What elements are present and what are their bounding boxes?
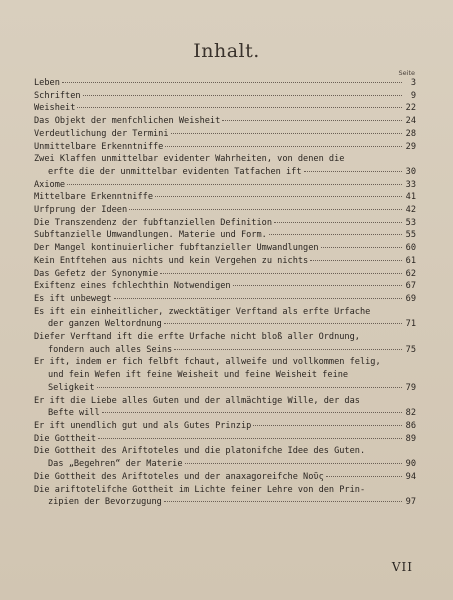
leader-dots	[83, 95, 402, 96]
leader-dots	[222, 120, 402, 121]
toc-entry	[34, 153, 416, 178]
toc-entry	[34, 433, 416, 446]
toc-entry-text: Axiome	[34, 179, 66, 190]
leader-dots	[164, 323, 402, 324]
toc-entry	[34, 191, 416, 204]
toc-page-number: 82	[405, 408, 416, 419]
leader-dots	[114, 298, 402, 299]
toc-page-number: 89	[405, 433, 416, 444]
toc-entry	[34, 217, 416, 230]
toc-entry-text: Der Mangel kontinuierlicher fubftanzieller Umwandlungen	[34, 243, 319, 254]
toc-entry	[34, 268, 416, 281]
toc-entry	[34, 445, 416, 470]
toc-entry-text: fondern auch alles Seins	[48, 344, 173, 355]
leader-dots	[253, 425, 402, 426]
toc-page-number: 62	[405, 268, 416, 279]
toc-entry	[34, 484, 416, 509]
leader-dots	[160, 273, 402, 274]
toc-entry	[34, 77, 416, 90]
toc-page-number: 86	[405, 420, 416, 431]
toc-page-number: 75	[405, 344, 416, 355]
toc-entry	[34, 420, 416, 433]
toc-entry-text: Seligkeit	[48, 382, 95, 393]
toc-entry	[34, 331, 416, 356]
toc-entry	[34, 242, 416, 255]
toc-entry-text: Diefer Verftand ift die erfte Urfache nicht bloß aller Ordnung,	[34, 332, 360, 343]
toc-page-number: 55	[405, 230, 416, 241]
leader-dots	[233, 285, 402, 286]
leader-dots	[164, 501, 402, 502]
toc-entry	[34, 128, 416, 141]
toc-entry-text: Die Transzendenz der fubftanziellen Definition	[34, 217, 272, 228]
toc-entry-text: Schriften	[34, 90, 81, 101]
toc-entry-text: zipien der Bevorzugung	[48, 497, 162, 508]
toc-page-number: 90	[405, 459, 416, 470]
toc-entry	[34, 179, 416, 192]
toc-entry-text: Die Gottheit des Ariftoteles und der anaxagoreifche Noῦς	[34, 471, 324, 482]
toc-entry-text: Das „Begehren“ der Materie	[48, 459, 183, 470]
toc-entry-text: der ganzen Weltordnung	[48, 319, 162, 330]
leader-dots	[97, 387, 402, 388]
leader-dots	[310, 260, 402, 261]
leader-dots	[171, 133, 402, 134]
toc-entry-text: Das Objekt der menfchlichen Weisheit	[34, 116, 221, 127]
toc-page-number: 22	[405, 103, 416, 114]
toc-entry	[34, 102, 416, 115]
toc-entry	[34, 471, 416, 484]
leader-dots	[304, 171, 402, 172]
toc-page-number: 79	[405, 382, 416, 393]
toc-entry-text: Er ift unendlich gut und als Gutes Prinzip	[34, 420, 252, 431]
toc-entry-text: Es ift unbewegt	[34, 293, 112, 304]
seite-label: Seite	[398, 69, 415, 77]
leader-dots	[274, 222, 402, 223]
toc-entry-text: Befte will	[48, 408, 100, 419]
toc-entry-text: Urfprung der Ideen	[34, 205, 128, 216]
toc-entry-text: Er ift, indem er fich felbft fchaut, allweife und vollkommen felig,	[34, 357, 381, 368]
leader-dots	[98, 438, 402, 439]
toc-entry-text: Mittelbare Erkenntniffe	[34, 192, 153, 203]
toc-entry-text: Die Gottheit des Ariftoteles und die platonifche Idee des Guten.	[34, 446, 366, 457]
leader-dots	[155, 196, 402, 197]
toc-entry-text: Unmittelbare Erkenntniffe	[34, 141, 164, 152]
leader-dots	[185, 463, 402, 464]
leader-dots	[102, 412, 402, 413]
toc-page-number: 71	[405, 319, 416, 330]
toc-entry	[34, 395, 416, 420]
toc-page-number: 3	[410, 78, 416, 88]
toc-page-number: 24	[405, 116, 416, 127]
page-number: VII	[391, 560, 413, 574]
toc-entry-text: Verdeutlichung der Termini	[34, 128, 169, 139]
toc-entry-text: und fein Wefen ift feine Weisheit und feine Weisheit feine	[48, 370, 349, 381]
toc-page-number: 29	[405, 141, 416, 152]
toc-entry	[34, 293, 416, 306]
toc-entry	[34, 204, 416, 217]
toc-entry-text: Es ift ein einheitlicher, zwecktätiger Verftand als erfte Urfache	[34, 306, 371, 317]
toc-page-number: 28	[405, 128, 416, 139]
toc-entry	[34, 255, 416, 268]
leader-dots	[165, 146, 402, 147]
toc-page-number: 41	[405, 192, 416, 203]
leader-dots	[129, 209, 402, 210]
toc-entry-text: Die Gottheit	[34, 433, 97, 444]
table-of-contents	[34, 77, 416, 509]
toc-entry	[34, 356, 416, 394]
toc-entry	[34, 229, 416, 242]
toc-page-number: 53	[405, 217, 416, 228]
toc-entry-text: Kein Entftehen aus nichts und kein Vergehen zu nichts	[34, 255, 309, 266]
toc-page-number: 30	[405, 166, 416, 177]
toc-page-number: 94	[405, 471, 416, 482]
toc-entry-text: Weisheit	[34, 103, 76, 114]
toc-page-number: 9	[410, 90, 416, 101]
toc-entry-text: Zwei Klaffen unmittelbar evidenter Wahrheiten, von denen die	[34, 154, 345, 165]
toc-page-number: 69	[405, 293, 416, 304]
toc-page-number: 60	[405, 243, 416, 254]
toc-entry-text: Er ift die Liebe alles Guten und der allmächtige Wille, der das	[34, 395, 360, 406]
leader-dots	[269, 234, 402, 235]
toc-entry	[34, 306, 416, 331]
leader-dots	[326, 476, 402, 477]
toc-page-number: 61	[405, 255, 416, 266]
toc-entry	[34, 280, 416, 293]
page-title: Inhalt.	[193, 40, 260, 62]
toc-page-number: 67	[405, 281, 416, 292]
toc-entry-text: Exiftenz eines fchlechthin Notwendigen	[34, 281, 231, 292]
leader-dots	[77, 107, 402, 108]
leader-dots	[67, 184, 402, 185]
toc-entry-text: Die ariftotelifche Gottheit im Lichte feiner Lehre von den Prin-	[34, 484, 366, 495]
toc-page-number: 33	[405, 179, 416, 190]
toc-entry-text: erfte die der unmittelbar evidenten Tatfachen ift	[48, 166, 302, 177]
toc-page-number: 42	[405, 205, 416, 216]
leader-dots	[321, 247, 402, 248]
toc-entry-text: Das Gefetz der Synonymie	[34, 268, 159, 279]
toc-entry-text: Leben	[34, 78, 60, 88]
toc-entry	[34, 141, 416, 154]
toc-entry-text: Subftanzielle Umwandlungen. Materie und Form.	[34, 230, 267, 241]
toc-page-number: 97	[405, 497, 416, 508]
toc-entry	[34, 115, 416, 128]
toc-entry	[34, 90, 416, 103]
leader-dots	[62, 82, 402, 83]
leader-dots	[174, 349, 402, 350]
